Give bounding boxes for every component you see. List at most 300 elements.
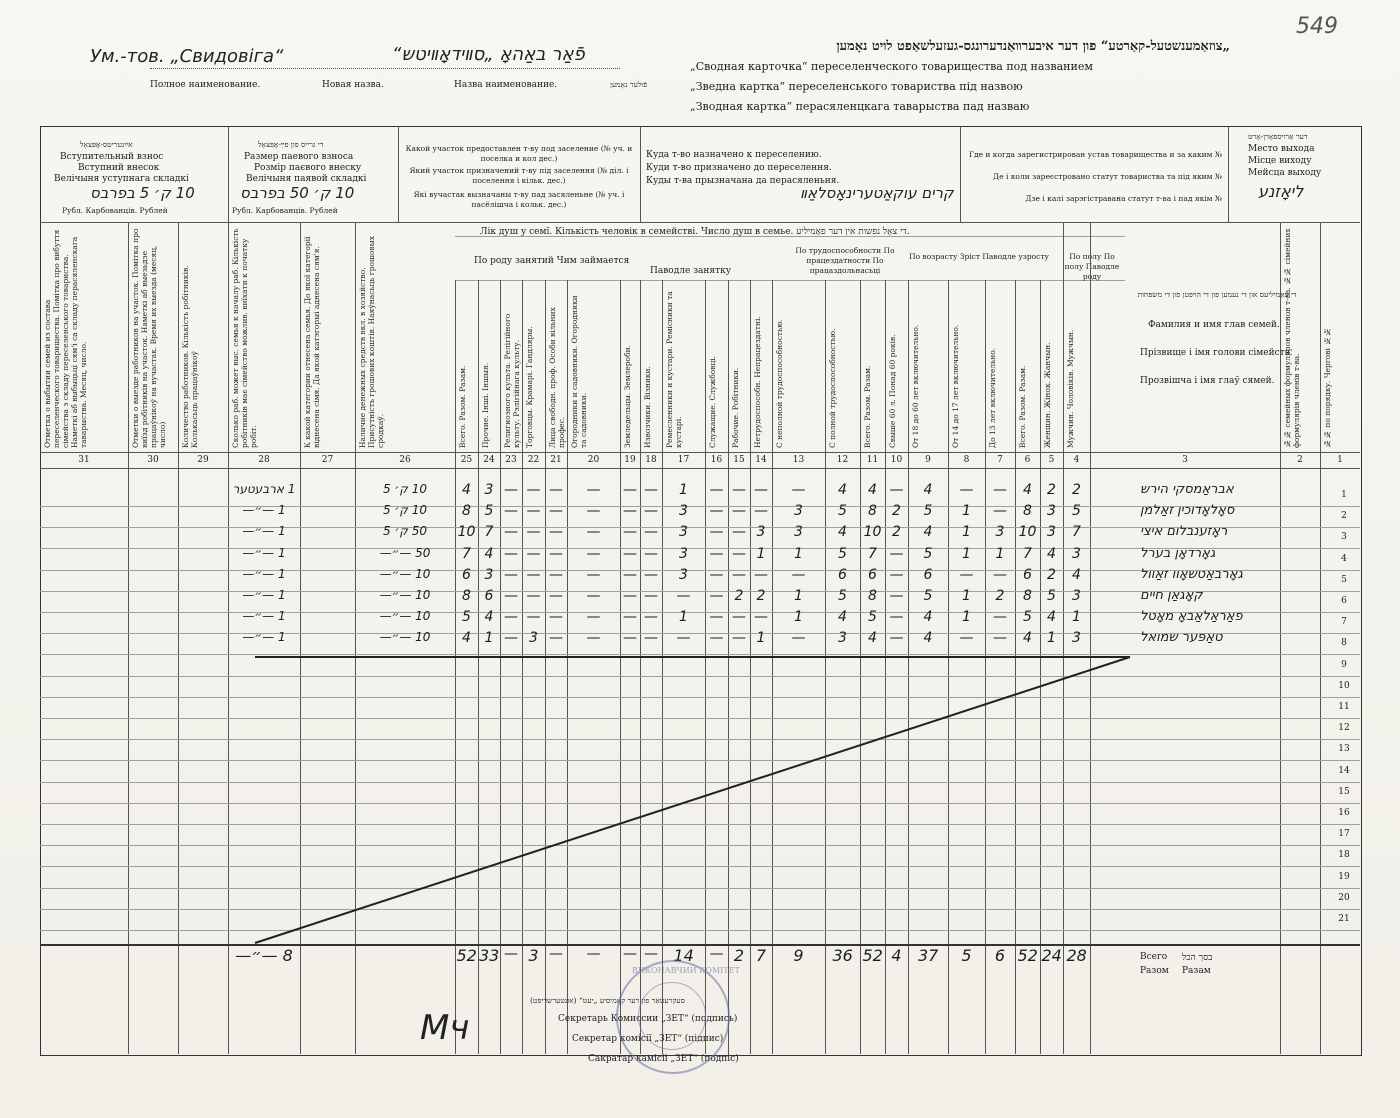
cell-value: 4 — [462, 630, 471, 647]
total-value: 2 — [733, 946, 745, 965]
column-header-8: От 14 до 17 лет включительно. — [951, 324, 960, 448]
destination-ru: Куда т-во назначено к переселению. — [646, 150, 822, 160]
cell-value: — — [791, 482, 806, 498]
cell-value: 1 — [794, 609, 803, 626]
cell-value: 4 — [1047, 545, 1056, 562]
cell-value: — — [959, 482, 974, 498]
cell-value: 7 — [868, 545, 877, 562]
cell-value: 2 — [995, 588, 1005, 604]
total-value: 6 — [994, 946, 1006, 965]
cell-cash: 10 —״— — [379, 588, 431, 602]
column-number: 26 — [399, 455, 411, 465]
cell-value: 10 — [863, 524, 882, 541]
cell-value: — — [549, 524, 563, 541]
cell-value: — — [889, 545, 904, 562]
cell-value: — — [732, 482, 746, 498]
row-number: 10 — [1338, 680, 1350, 691]
cell-value: 6 — [484, 588, 494, 604]
cell-workers: 1 —״— — [242, 503, 286, 518]
cell-value: — — [623, 588, 637, 604]
group-workability: По трудоспособности По працездатности По працаздольнасьці — [795, 246, 895, 275]
cell-value: 2 — [734, 588, 744, 604]
column-header-1: №№ по порядку. Чергові №№ — [1323, 327, 1332, 448]
column-number: 14 — [755, 455, 767, 465]
col3-header-ru: Фамилия и имя глав семей. — [1148, 320, 1280, 330]
cell-value: 6 — [1023, 566, 1032, 583]
cell-value: 8 — [868, 588, 877, 604]
cell-value: 3 — [838, 630, 847, 647]
cell-value: 10 — [457, 524, 476, 541]
cell-value: 4 — [923, 482, 933, 498]
cell-value: — — [623, 482, 637, 498]
row-number: 9 — [1341, 659, 1347, 670]
cell-value: — — [623, 545, 637, 562]
cell-value: — — [732, 545, 746, 562]
cell-value: 4 — [923, 524, 933, 541]
cell-value: 4 — [923, 609, 933, 626]
cell-value: — — [676, 630, 691, 647]
cell-value: 4 — [838, 524, 847, 541]
cell-value: — — [732, 524, 746, 541]
group-sex: По полу По полу Паводле роду — [1064, 252, 1120, 281]
row-number: 7 — [1341, 617, 1347, 628]
cell-value: — — [644, 524, 658, 541]
entry-fee-units: Рубл. Карбованців. Рублей — [62, 206, 168, 215]
cell-value: — — [586, 503, 601, 520]
column-number: 13 — [792, 455, 805, 465]
stamp-text: ВИКОНАВЧИЙ КОМІТЕТ — [632, 966, 740, 975]
cell-value: — — [644, 609, 658, 626]
cell-value: 4 — [1023, 482, 1032, 498]
cell-value: 2 — [892, 503, 901, 520]
plot-granted-ua: Який участок призначений т-ву під заселення (№ діл. і поселення і кільк. дес.) — [409, 166, 629, 185]
cell-value: 3 — [529, 630, 538, 647]
label-title-ua: Назва наименование. — [454, 80, 558, 90]
cell-value: — — [754, 503, 768, 520]
total-dash: — — [549, 946, 563, 962]
row-number: 15 — [1338, 786, 1350, 797]
registration-ua: Де і коли зареєстровано статут товариства та під яким № — [993, 172, 1222, 181]
total-dash: — — [644, 946, 658, 962]
column-number: 27 — [321, 455, 334, 465]
departure-value: ליאָזנע — [1258, 182, 1304, 201]
cell-value: — — [586, 588, 601, 604]
cell-value: 4 — [868, 482, 877, 498]
cell-value: 3 — [794, 524, 803, 541]
column-header-22: Торговцы. Крамарі. Гандляры. — [525, 326, 534, 448]
cell-value: 3 — [794, 503, 803, 520]
column-number: 7 — [997, 455, 1003, 465]
cell-value: 3 — [1072, 630, 1081, 647]
cell-value: 3 — [1072, 588, 1081, 604]
cell-value: 3 — [1047, 503, 1056, 520]
cell-value: — — [586, 566, 601, 583]
column-header-14: Нетрудоспособн. Непрацездатні. — [753, 316, 762, 448]
total-value: 36 — [832, 946, 853, 965]
cell-cash: 10 ק׳ 5 — [382, 482, 428, 496]
column-number: 21 — [550, 455, 562, 465]
row-number: 16 — [1338, 808, 1350, 818]
column-number: 24 — [483, 455, 495, 465]
departure-ru: Место выхода — [1248, 144, 1315, 154]
column-number: 3 — [1182, 455, 1188, 465]
group-age: По возрасту Зріст Паводле узросту — [909, 252, 1049, 261]
totals-label-ru: Всего — [1140, 952, 1168, 962]
column-number: 25 — [460, 455, 473, 465]
signature-by: Сакратар камісіі „ЗЕТ“ (подпіс) — [588, 1054, 739, 1064]
destination-value: קרים עוקאַטערינאָסלאַװ — [800, 184, 954, 202]
cell-value: — — [586, 482, 601, 498]
cell-value: 7 — [1072, 524, 1081, 541]
cell-value: — — [504, 630, 518, 647]
cell-value: — — [732, 630, 746, 647]
cell-value: — — [993, 609, 1007, 626]
registration-ru: Где и когда зарегистрирован устав товарищества и за каким № — [969, 150, 1222, 159]
diagonal-strike-line — [255, 657, 1130, 943]
cell-value: — — [504, 566, 518, 583]
share-fee-ua: Розмір паєвого внеску — [254, 163, 362, 173]
cell-value: — — [586, 524, 601, 541]
column-number: 11 — [866, 455, 879, 465]
column-header-19: Земледельцы. Землероби. — [623, 345, 632, 448]
total-value: 37 — [918, 946, 939, 965]
cell-value: — — [993, 503, 1007, 520]
cell-value: 2 — [756, 588, 766, 604]
cell-value: 2 — [1047, 482, 1056, 498]
label-yiddish-name: פֿולער נאָמען — [610, 80, 648, 89]
title-yiddish: „צוזאַמענשטעל-קאַרטע“ פון דער איבערװאַנדערונגס-געזעלשאַפט לויט נאָמען — [836, 39, 1230, 54]
column-number: 20 — [587, 455, 600, 465]
cell-value: 1 — [1047, 630, 1056, 647]
family-head-name: אבראַמסקי הירש — [1140, 482, 1234, 497]
cell-value: — — [504, 524, 518, 541]
row-number: 11 — [1338, 702, 1350, 712]
family-head-name: גאָרבאַטשאָוו זאַוול — [1140, 566, 1243, 582]
column-number: 23 — [505, 455, 517, 465]
plot-granted-ru: Какой участок предоставлен т-ву под заселение (№ уч. и поселка и кол дес.) — [405, 144, 633, 163]
cell-value: 1 — [962, 545, 971, 562]
column-header-30: Отметки о выезде работников на участок. Помітка про виїзд робітників на участок. Наметкі аб выезьдзе працаўнікоў на вучастак. Время их выезда (месяц, число) — [131, 228, 167, 448]
share-fee-units: Рубл. Карбованців. Рублей — [232, 206, 338, 215]
cell-value: 1 — [962, 503, 971, 520]
total-value: 52 — [456, 946, 477, 965]
column-number: 19 — [624, 455, 636, 465]
departure-by: Мейсца выходу — [1248, 168, 1322, 178]
row-number: 18 — [1338, 850, 1350, 861]
cell-value: — — [644, 630, 658, 647]
total-value: 33 — [479, 946, 500, 965]
total-value: 52 — [862, 946, 883, 965]
column-number: 15 — [733, 455, 745, 465]
cell-value: — — [644, 503, 658, 520]
family-head-name: סאָלאָדוכין זאַלמן — [1140, 503, 1235, 519]
cell-value: 3 — [679, 545, 688, 562]
cell-value: 4 — [923, 630, 933, 647]
cell-value: 1 — [679, 609, 688, 626]
cell-value: 4 — [838, 482, 847, 498]
cell-value: 2 — [892, 524, 901, 541]
column-number: 10 — [890, 455, 903, 465]
column-number: 17 — [677, 455, 690, 465]
cell-value: — — [586, 609, 601, 626]
row-number: 4 — [1341, 553, 1347, 564]
column-header-11: Всего. Разом. Разам. — [863, 365, 872, 448]
totals-label-yiddish: בסך הכל — [1182, 953, 1213, 963]
cell-value: 4 — [868, 630, 877, 647]
row-number: 12 — [1338, 723, 1350, 734]
cell-value: — — [623, 524, 637, 541]
cell-value: — — [526, 545, 541, 562]
cell-value: — — [526, 588, 541, 604]
column-number: 6 — [1024, 455, 1031, 465]
row-number: 13 — [1338, 744, 1350, 755]
cell-value: 7 — [484, 524, 494, 541]
column-header-26: Наличие денежных средств вкл. в хозяйство. Присутність грошових коштів. Наяўнасьць грошовых сродкаў. — [358, 236, 385, 448]
cell-value: 1 — [794, 588, 803, 604]
cell-value: 6 — [462, 566, 471, 583]
cell-value: 8 — [868, 503, 877, 520]
cell-workers: 1 —״— — [242, 524, 286, 539]
cell-value: — — [549, 545, 563, 562]
plot-granted-by: Які вучастак вызначаны т-ву пад засяленьне (№ уч. і пасёлішча і кольк. дес.) — [413, 190, 625, 209]
row-number: 19 — [1338, 871, 1350, 882]
column-number: 8 — [963, 455, 970, 465]
column-number: 29 — [197, 455, 209, 465]
cell-value: 3 — [679, 566, 688, 583]
column-header-20: Огородники и садовники. Огородники та садовники. — [570, 295, 588, 448]
cell-workers: 1 —״— — [242, 609, 286, 624]
cell-value: — — [732, 609, 746, 626]
cell-value: 6 — [838, 566, 847, 583]
total-dash: — — [623, 946, 637, 962]
column-header-13: С неполной трудоспособностью. — [775, 318, 784, 448]
row-number: 8 — [1341, 638, 1347, 649]
cell-value: 5 — [462, 609, 471, 626]
family-head-name: טאַפּער שמואל — [1140, 630, 1223, 646]
total-value: 7 — [755, 946, 767, 965]
row-number: 20 — [1338, 892, 1350, 903]
column-number: 9 — [925, 455, 931, 465]
cell-value: — — [889, 588, 904, 604]
column-number: 18 — [645, 455, 657, 465]
cell-value: — — [993, 630, 1007, 647]
total-dash: — — [504, 946, 518, 962]
cell-value: — — [644, 566, 658, 583]
cell-cash: 10 —״— — [379, 609, 431, 624]
cell-value: — — [549, 630, 563, 647]
cell-value: — — [644, 588, 658, 604]
departure-ua: Місце виходу — [1248, 156, 1312, 166]
column-header-24: Прочие. Інші. Іншыя. — [481, 362, 490, 448]
cell-value: — — [623, 630, 637, 647]
column-header-18: Извозчики. Візники. — [643, 366, 652, 448]
cell-cash: 10 ק׳ 5 — [382, 503, 428, 518]
column-header-2: №№ семейных формуляров членов т-ва. №№ сімейних формулярів членів т-ва. — [1283, 228, 1301, 448]
column-number: 31 — [78, 455, 90, 465]
column-number: 22 — [527, 455, 540, 465]
total-value: 4 — [891, 946, 902, 965]
cell-value: — — [549, 588, 563, 604]
column-number: 28 — [258, 455, 270, 465]
column-header-31: Отметка о выбытии семей из состава переселенческого товарищества. Помітка про вибуття сімейства з складу переселенського товариства. Наметкі аб выбыцьці сям'і са складу перасяленскага таварыства. Месяц, число. — [43, 229, 88, 448]
column-header-5: Женщин. Жінок. Жанчын. — [1043, 342, 1052, 448]
cell-value: — — [623, 503, 637, 520]
cell-value: 1 — [962, 524, 971, 541]
cell-value: 4 — [838, 609, 847, 626]
cell-value: 1 — [962, 609, 971, 626]
cell-value: 2 — [1072, 482, 1081, 498]
cell-value: 4 — [484, 609, 494, 626]
cell-value: — — [754, 566, 768, 583]
cell-value: 6 — [923, 566, 933, 583]
cell-value: — — [709, 503, 724, 520]
cell-value: — — [586, 545, 601, 562]
cell-value: — — [504, 503, 518, 520]
cell-value: 2 — [1047, 566, 1056, 583]
cell-value: 3 — [484, 566, 494, 583]
signature-yiddish: סעקרעטאַר פון דער קאָמיסיע „יעט“ (אונטערשריפט) — [530, 996, 685, 1005]
departure-yiddish: דער אַרויספאָרן-אָרט — [1248, 132, 1308, 141]
column-header-7: До 13 лет включительно. — [988, 347, 997, 448]
totals-label-by2: Разам — [1182, 966, 1211, 976]
cell-workers: 1 ארבעטער — [232, 482, 296, 496]
cell-value: 8 — [1023, 503, 1032, 520]
column-header-25: Всего. Разом. Разам. — [458, 365, 467, 448]
entry-fee-ua: Вступний внесок — [78, 163, 160, 173]
cell-value: — — [732, 566, 746, 583]
row-number: 21 — [1338, 914, 1350, 924]
cell-value: 5 — [923, 503, 933, 520]
cell-value: — — [791, 566, 806, 583]
col3-header-yiddish: די פאַמיליעס און די נעמען פון די הױפּטן פון די משפּחות — [1137, 290, 1297, 299]
cell-value: 3 — [1072, 545, 1081, 562]
cell-value: — — [526, 482, 541, 498]
column-number: 4 — [1073, 455, 1080, 465]
cell-value: 3 — [756, 524, 766, 541]
entry-fee-ru: Вступительный взнос — [60, 152, 164, 162]
cell-value: — — [709, 609, 724, 626]
cell-value: — — [889, 566, 904, 583]
column-header-15: Рабочие. Робітники. — [731, 367, 740, 448]
entry-fee-yiddish: אײַנטריטס-אָפּצאָל — [80, 140, 133, 149]
cell-value: — — [709, 588, 724, 604]
cell-value: — — [754, 609, 768, 626]
cell-cash: 10 —״— — [379, 630, 431, 645]
cell-value: — — [791, 630, 806, 647]
column-header-29: Количество работников. Кількість робітників. Колькасьць працаўнікоў — [181, 265, 199, 448]
cell-value: 5 — [923, 588, 933, 604]
official-stamp — [616, 960, 740, 1074]
total-value: 14 — [673, 946, 694, 965]
column-header-21: Лица свободн. проф. Особи вільних профес. — [548, 307, 566, 448]
family-head-name: פאַראַלאַבאָ מאָטל — [1140, 609, 1243, 625]
entry-fee-by: Велічыня уступнага складкі — [54, 174, 189, 184]
registration-by: Дзе і калі зарэгістравана статут т-ва і пад якім № — [1025, 194, 1222, 203]
cell-value: — — [549, 566, 563, 583]
signature-ru: Секретарь Комиссии „ЗЕТ“ (подпись) — [558, 1014, 738, 1024]
column-number: 16 — [710, 455, 723, 465]
cell-value: 3 — [679, 503, 688, 520]
cell-value: 7 — [462, 545, 471, 562]
cell-cash: 50 —״— — [379, 545, 431, 560]
cell-value: — — [623, 609, 637, 626]
cell-value: — — [526, 609, 541, 626]
total-dash: — — [586, 946, 601, 962]
column-header-17: Ремесленники и кустари. Ремісники та кустарі. — [665, 291, 683, 448]
cell-value: 7 — [1023, 545, 1032, 562]
cell-value: — — [549, 482, 563, 498]
cell-value: 1 — [756, 630, 766, 647]
cell-value: — — [993, 566, 1007, 583]
row-number: 17 — [1338, 829, 1350, 840]
cell-value: — — [732, 503, 746, 520]
column-header-12: С полной трудоспособностью. — [828, 328, 837, 448]
total-value: 9 — [793, 946, 804, 965]
signature-ua: Секретар комісії „ЗЕТ“ (підпис) — [572, 1034, 724, 1044]
cell-value: — — [504, 609, 518, 626]
cell-value: — — [889, 630, 904, 647]
cell-value: 1 — [995, 545, 1005, 562]
share-fee-value: 10 ק׳ 50 בפרבס — [240, 184, 355, 202]
cell-value: — — [959, 566, 974, 583]
cell-value: 5 — [838, 503, 847, 520]
column-header-9: От 18 до 60 лет включительно. — [911, 324, 920, 448]
cell-value: — — [504, 482, 518, 498]
cell-workers: 1 —״— — [242, 630, 286, 645]
total-workers: 8 —״— — [235, 946, 293, 965]
cell-value: — — [889, 482, 904, 498]
row-number: 6 — [1341, 596, 1347, 606]
destination-ua: Куди т-во призначено до переселення. — [646, 163, 832, 173]
cell-value: 4 — [484, 545, 494, 562]
cell-value: — — [549, 609, 563, 626]
cell-workers: 1 —״— — [242, 566, 286, 581]
cell-value: — — [709, 545, 724, 562]
column-number: 12 — [836, 455, 849, 465]
title-ua: „Зведна картка“ переселенського товариства під назвою — [690, 80, 1023, 93]
cell-value: 5 — [1023, 609, 1032, 626]
row-number: 14 — [1338, 765, 1350, 776]
cell-value: 4 — [1023, 630, 1032, 647]
cell-value: 4 — [1072, 566, 1081, 583]
row-number: 3 — [1341, 532, 1347, 543]
title-ru: „Сводная карточка“ переселенческого товарищества под названием — [690, 60, 1093, 73]
cell-value: 1 — [794, 545, 803, 562]
page-number: 549 — [1296, 14, 1338, 39]
cell-value: — — [526, 566, 541, 583]
cell-value: — — [526, 524, 541, 541]
cell-workers: 1 —״— — [242, 545, 286, 560]
cell-value: — — [623, 566, 637, 583]
cell-value: 8 — [1023, 588, 1032, 604]
cell-value: — — [526, 503, 541, 520]
title-by: „Зводная картка“ перасяленцкага таварыства пад назваю — [690, 100, 1030, 113]
cell-value: 1 — [679, 482, 688, 498]
cell-value: 6 — [868, 566, 877, 583]
column-header-16: Служащие. Службовці. — [708, 355, 717, 448]
column-number: 2 — [1297, 455, 1303, 465]
cell-value: 3 — [995, 524, 1005, 541]
family-head-name: ראָזענבלום איצי — [1140, 524, 1228, 540]
handwritten-name-ua: Ум.-тов. „Свидовіга“ — [90, 46, 284, 67]
cell-value: — — [709, 482, 724, 498]
total-dash: — — [709, 946, 724, 962]
cell-value: 4 — [1047, 609, 1056, 626]
cell-value: 5 — [838, 545, 847, 562]
cell-value: 8 — [462, 503, 471, 520]
cell-value: — — [993, 482, 1007, 498]
stamp-inner-ring — [638, 982, 706, 1050]
